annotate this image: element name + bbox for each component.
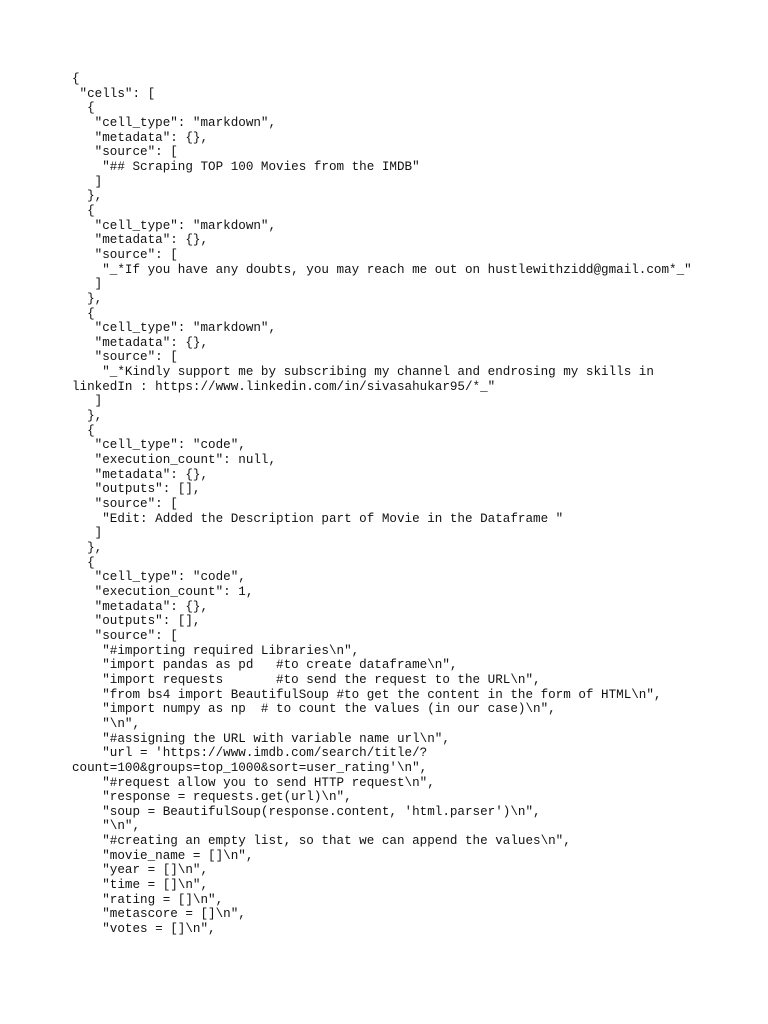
code-line: { — [72, 555, 95, 570]
code-line: "cell_type": "markdown", — [72, 115, 277, 130]
code-line: "rating = []\n", — [72, 892, 224, 907]
code-line: "source": [ — [72, 497, 178, 512]
code-line: "#importing required Libraries\n", — [72, 643, 360, 658]
code-line: "url = 'https://www.imdb.com/search/title/? — [72, 746, 428, 761]
code-line: "metadata": {}, — [72, 233, 209, 248]
code-line: "Edit: Added the Description part of Movie in the Dataframe " — [72, 511, 564, 526]
code-line: "## Scraping TOP 100 Movies from the IMDB" — [72, 159, 420, 174]
code-line: "movie_name = []\n", — [72, 848, 254, 863]
code-line: { — [72, 423, 95, 438]
code-line: }, — [72, 189, 103, 204]
code-line: "metadata": {}, — [72, 335, 209, 350]
code-line: "execution_count": 1, — [72, 584, 254, 599]
code-line: "source": [ — [72, 350, 178, 365]
code-line: "cell_type": "code", — [72, 438, 246, 453]
code-line: "metadata": {}, — [72, 467, 209, 482]
code-line: "cell_type": "code", — [72, 570, 246, 585]
code-line: "votes = []\n", — [72, 922, 216, 937]
notebook-json-source — [72, 72, 712, 937]
code-line: }, — [72, 291, 103, 306]
code-line: "\n", — [72, 716, 141, 731]
code-line: "soup = BeautifulSoup(response.content, 'html.parser')\n", — [72, 804, 541, 819]
code-line: count=100&groups=top_1000&sort=user_rating'\n", — [72, 760, 428, 775]
code-line: "source": [ — [72, 145, 178, 160]
code-line: "source": [ — [72, 247, 178, 262]
document-page — [72, 72, 712, 937]
code-line: { — [72, 101, 95, 116]
code-line: "metadata": {}, — [72, 599, 209, 614]
code-line: ] — [72, 174, 103, 189]
code-line: ] — [72, 277, 103, 292]
code-line: "cell_type": "markdown", — [72, 321, 277, 336]
code-line: "#request allow you to send HTTP request\n", — [72, 775, 435, 790]
code-line: { — [72, 203, 95, 218]
code-line: "cell_type": "markdown", — [72, 218, 277, 233]
code-line: "source": [ — [72, 628, 178, 643]
code-line: "import requests #to send the request to the URL\n", — [72, 672, 541, 687]
code-line: "import pandas as pd #to create dataframe\n", — [72, 658, 458, 673]
code-line: "outputs": [], — [72, 614, 201, 629]
code-line: "metadata": {}, — [72, 130, 209, 145]
code-line: "cells": [ — [72, 86, 156, 101]
code-line: ] — [72, 526, 103, 541]
code-line: linkedIn : https://www.linkedin.com/in/sivasahukar95/*_" — [72, 379, 496, 394]
code-line: "#creating an empty list, so that we can append the values\n", — [72, 834, 571, 849]
code-line: { — [72, 306, 95, 321]
code-line: "time = []\n", — [72, 878, 209, 893]
code-line: "#assigning the URL with variable name url\n", — [72, 731, 450, 746]
code-line: { — [72, 72, 80, 86]
code-line: "_*If you have any doubts, you may reach me out on hustlewithzidd@gmail.com*_" — [72, 262, 692, 277]
code-line: }, — [72, 409, 103, 424]
code-line: ] — [72, 394, 103, 409]
code-line: "import numpy as np # to count the values (in our case)\n", — [72, 702, 556, 717]
code-line: "from bs4 import BeautifulSoup #to get the content in the form of HTML\n", — [72, 687, 662, 702]
code-line: }, — [72, 541, 103, 555]
code-line: "_*Kindly support me by subscribing my channel and endrosing my skills in — [72, 365, 654, 380]
code-line: "outputs": [], — [72, 482, 201, 497]
code-line: "\n", — [72, 819, 141, 834]
code-line: "execution_count": null, — [72, 453, 277, 468]
code-line: "metascore = []\n", — [72, 907, 246, 922]
code-line: "response = requests.get(url)\n", — [72, 790, 352, 805]
code-line: "year = []\n", — [72, 863, 209, 878]
